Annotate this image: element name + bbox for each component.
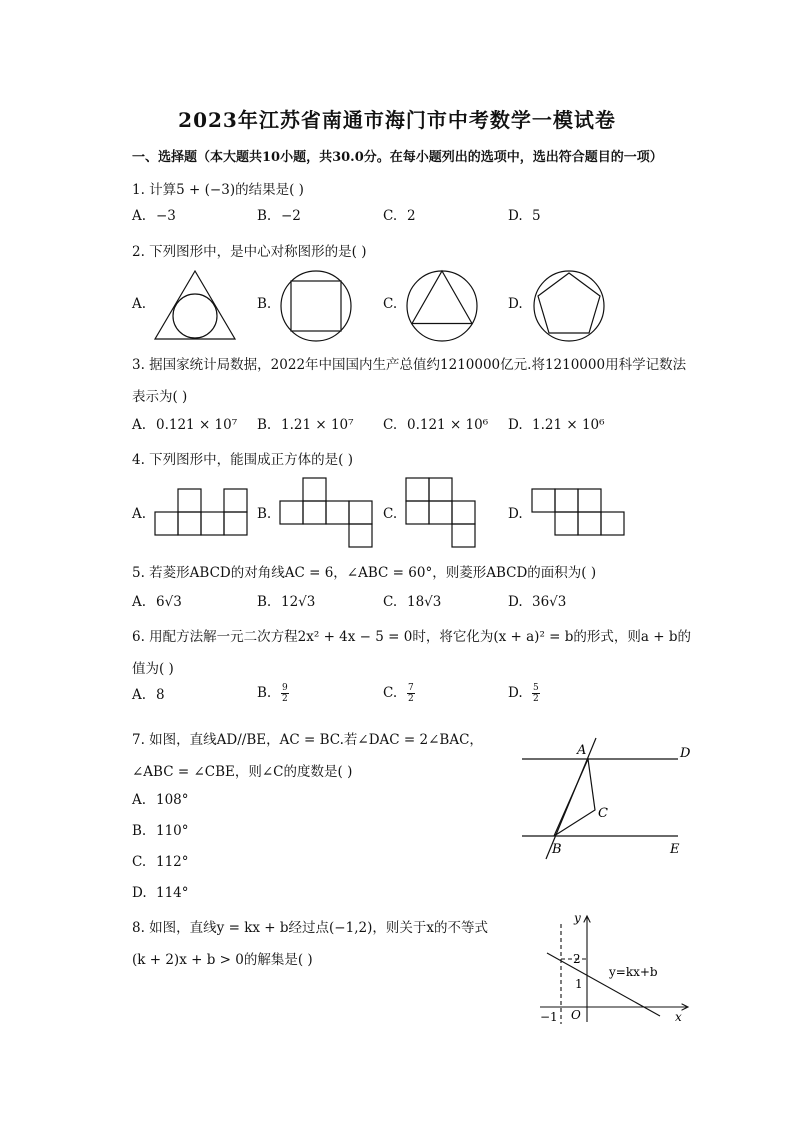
- question-3-line2: 表示为( ): [132, 389, 188, 405]
- question-5-stem: 5. 若菱形ABCD的对角线AC = 6，∠ABC = 60°，则菱形ABCD的面积为( ): [132, 565, 597, 581]
- q4-net-a: [154, 488, 250, 538]
- q3-option-d: D. 1.21 × 10⁶: [508, 417, 605, 433]
- q7-option-a: A. 108°: [132, 792, 189, 808]
- q2-figure-triangle-incircle: [150, 268, 240, 342]
- q1-option-b: B. −2: [257, 208, 301, 224]
- q2-figure-circle-square: [278, 268, 354, 344]
- q6-option-c: C. $\frac{7}{2}$: [383, 683, 414, 704]
- q6-option-a: A. 8: [132, 687, 165, 703]
- q4-net-b: [279, 477, 375, 549]
- q5-option-d: D. 36√3: [508, 594, 567, 610]
- q6-option-d: D. $\frac{5}{2}$: [508, 683, 539, 704]
- q7-label-c: C: [598, 806, 608, 821]
- q4-label-c: C.: [383, 506, 398, 522]
- q8-coordinate-figure: [530, 906, 695, 1028]
- q2-label-a: A.: [132, 296, 147, 312]
- q8-label-y: y: [574, 911, 581, 925]
- q8-label-1: 1: [575, 977, 583, 991]
- q3-option-c: C. 0.121 × 10⁶: [383, 417, 489, 433]
- q7-label-d: D: [680, 746, 691, 761]
- q3-option-a: A. 0.121 × 10⁷: [132, 417, 238, 433]
- q1-option-d: D. 5: [508, 208, 541, 224]
- q8-label-origin: O: [571, 1008, 581, 1022]
- q2-label-b: B.: [257, 296, 272, 312]
- q6-option-b: B. $\frac{9}{2}$: [257, 683, 288, 704]
- question-7-line2: ∠ABC = ∠CBE，则∠C的度数是( ): [132, 764, 353, 780]
- q4-label-d: D.: [508, 506, 523, 522]
- q8-label-2: 2: [573, 952, 581, 966]
- section-heading: 一、选择题（本大题共10小题，共30.0分。在每小题列出的选项中，选出符合题目的一项）: [132, 150, 663, 165]
- q5-option-a: A. 6√3: [132, 594, 182, 610]
- q3-option-b: B. 1.21 × 10⁷: [257, 417, 354, 433]
- q5-option-c: C. 18√3: [383, 594, 442, 610]
- question-8-line2: (k + 2)x + b > 0的解集是( ): [132, 952, 313, 968]
- q1-option-c: C. 2: [383, 208, 416, 224]
- q7-geometry-figure: [515, 735, 705, 865]
- q7-label-b: B: [552, 842, 562, 857]
- question-7-line1: 7. 如图，直线AD//BE，AC = BC.若∠DAC = 2∠BAC，: [132, 732, 483, 748]
- q1-option-a: A. −3: [132, 208, 176, 224]
- question-1-stem: 1. 计算5 + (−3)的结果是( ): [132, 182, 304, 198]
- q8-line-label: y=kx+b: [609, 965, 658, 979]
- q7-option-d: D. 114°: [132, 885, 189, 901]
- q8-label-neg1: −1: [540, 1010, 558, 1024]
- q8-label-x: x: [675, 1010, 682, 1024]
- q2-label-c: C.: [383, 296, 398, 312]
- q4-net-c: [405, 477, 479, 549]
- question-6-line2: 值为( ): [132, 661, 174, 677]
- q2-figure-circle-triangle: [404, 268, 480, 344]
- q5-option-b: B. 12√3: [257, 594, 316, 610]
- q7-label-a: A: [577, 743, 587, 758]
- question-3-line1: 3. 据国家统计局数据，2022年中国国内生产总值约1210000亿元.将1210000用科学记数法: [132, 357, 687, 373]
- page-title: 2023年江苏省南通市海门市中考数学一模试卷: [178, 108, 616, 132]
- q7-option-b: B. 110°: [132, 823, 189, 839]
- q4-label-a: A.: [132, 506, 147, 522]
- question-4-stem: 4. 下列图形中，能围成正方体的是( ): [132, 452, 353, 468]
- question-2-stem: 2. 下列图形中，是中心对称图形的是( ): [132, 244, 367, 260]
- question-6-line1: 6. 用配方法解一元二次方程2x² + 4x − 5 = 0时，将它化为(x + a)² = b的形式，则a + b的: [132, 629, 691, 645]
- q4-net-d: [531, 488, 627, 538]
- q2-label-d: D.: [508, 296, 523, 312]
- q4-label-b: B.: [257, 506, 272, 522]
- question-8-line1: 8. 如图，直线y = kx + b经过点(−1,2)，则关于x的不等式: [132, 920, 488, 936]
- q7-label-e: E: [670, 842, 680, 857]
- q2-figure-circle-pentagon: [531, 268, 607, 344]
- q7-option-c: C. 112°: [132, 854, 189, 870]
